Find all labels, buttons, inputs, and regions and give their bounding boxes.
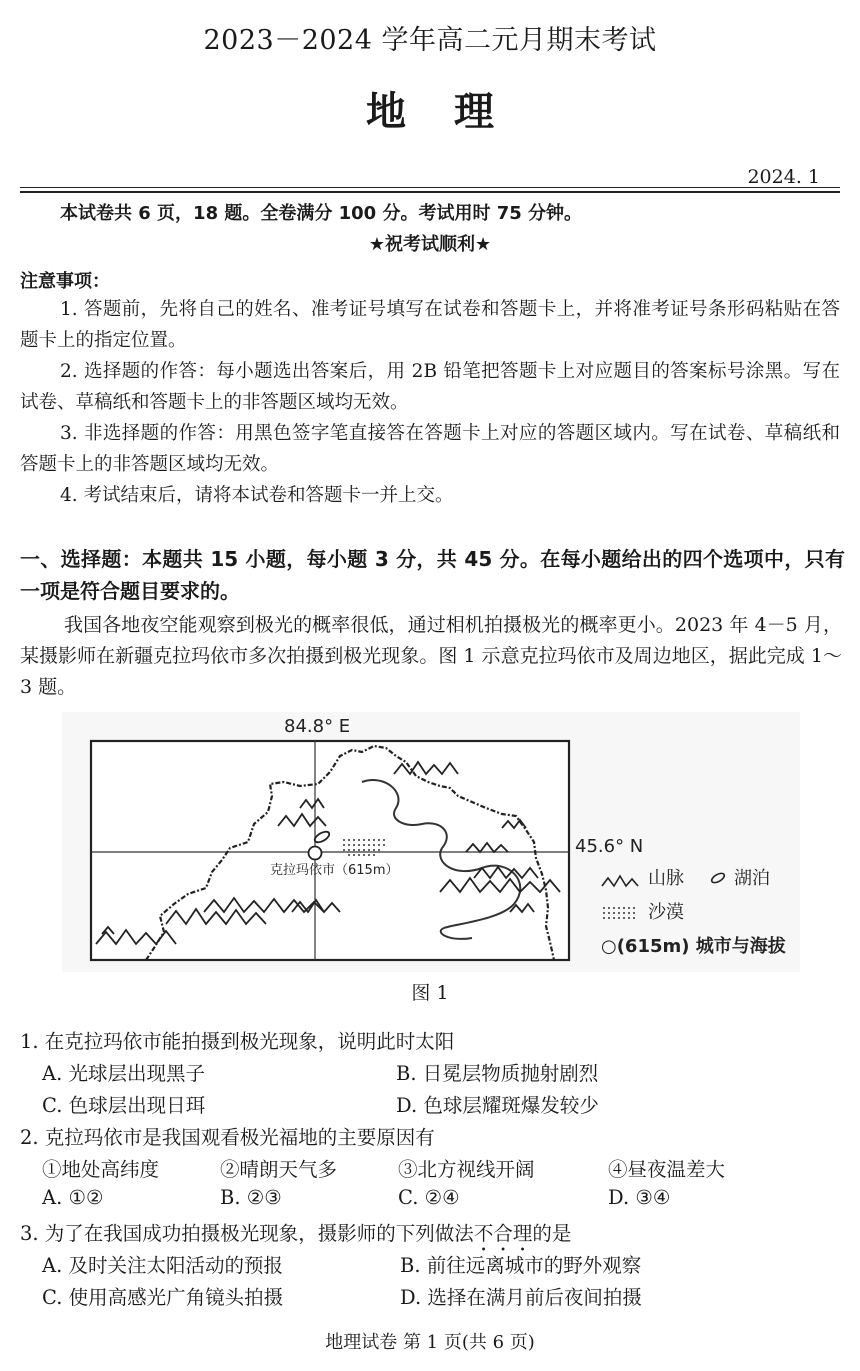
figure-caption: 图 1 (411, 982, 449, 1004)
question-2-item-4: ④昼夜温差大 (608, 1158, 726, 1181)
city-label: 克拉玛依市（615m） (270, 863, 399, 878)
question-1-option-a: A. 光球层出现黑子 (42, 1062, 205, 1085)
header-rule-thin (20, 187, 840, 188)
question-2-option-c: C. ②④ (398, 1186, 460, 1209)
map-frame (91, 741, 569, 960)
question-2-item-1: ①地处高纬度 (42, 1158, 160, 1181)
map-svg (62, 712, 800, 972)
map-figure (62, 712, 800, 972)
question-2-item-3: ③北方视线开阔 (398, 1158, 535, 1181)
notice-item-3: 3. 非选择题的作答：用黑色签字笔直接答在答题卡上对应的答题区域内。写在试卷、草稿纸和答题卡上的非答题区域均无效。 (20, 423, 840, 475)
question-1-option-d: D. 色球层耀斑爆发较少 (396, 1094, 599, 1117)
legend-mountain-label: 山脉 (648, 868, 684, 889)
question-2-option-d: D. ③④ (608, 1186, 671, 1209)
map-legend (601, 868, 786, 957)
question-1-option-b: B. 日冕层物质抛射剧烈 (396, 1062, 599, 1085)
exam-info: 本试卷共 6 页，18 题。全卷满分 100 分。考试用时 75 分钟。 (60, 203, 583, 224)
header-rule-thick (20, 191, 840, 193)
question-3-stem-start: 3. 为了在我国成功拍摄极光现象，摄影师的下列做法 (20, 1222, 474, 1245)
question-3-stem-end: 的是 (532, 1222, 572, 1245)
longitude-label: 84.8° E (284, 716, 351, 737)
notice-item-2: 2. 选择题的作答：每小题选出答案后，用 2B 铅笔把答题卡上对应题目的答案标号涂黑。写在试卷、草稿纸和答题卡上的非答题区域均无效。 (20, 361, 840, 413)
city-marker-icon (309, 847, 322, 860)
question-1-option-c: C. 色球层出现日珥 (42, 1094, 206, 1117)
legend-city-label: ○(615m) 城市与海拔 (601, 936, 786, 957)
latitude-label: 45.6° N (575, 836, 644, 857)
legend-lake-label: 湖泊 (734, 868, 770, 889)
question-2-item-2: ②晴朗天气多 (220, 1158, 338, 1181)
question-3-stem-emphasis: 不合理 (473, 1222, 533, 1245)
legend-lake-icon (710, 871, 726, 884)
legend-mountain-icon (602, 876, 638, 886)
question-2-option-b: B. ②③ (220, 1186, 282, 1209)
notice-title: 注意事项： (20, 271, 110, 292)
question-2-option-a: A. ①② (42, 1186, 104, 1209)
notice-item-4: 4. 考试结束后，请将本试卷和答题卡一并上交。 (60, 485, 454, 506)
subject-title: 地理 (366, 88, 542, 135)
exam-date: 2024. 1 (747, 166, 820, 188)
question-3-option-b: B. 前往远离城市的野外观察 (400, 1254, 642, 1277)
page-footer: 地理试卷 第 1 页(共 6 页) (325, 1332, 535, 1353)
question-3-option-c: C. 使用高感光广角镜头拍摄 (42, 1286, 284, 1309)
good-luck-banner: ★祝考试顺利★ (368, 234, 492, 255)
question-1-stem: 1. 在克拉玛依市能拍摄到极光现象，说明此时太阳 (20, 1030, 455, 1053)
legend-desert-icon (603, 907, 635, 919)
legend-desert-label: 沙漠 (648, 902, 684, 923)
notice-item-1: 1. 答题前，先将自己的姓名、准考证号填写在试卷和答题卡上，并将准考证号条形码粘贴在答题卡上的指定位置。 (20, 299, 840, 351)
question-2-stem: 2. 克拉玛依市是我国观看极光福地的主要原因有 (20, 1126, 435, 1149)
exam-title: 2023－2024 学年高二元月期末考试 (203, 25, 657, 56)
section-heading: 一、选择题：本题共 15 小题，每小题 3 分，共 45 分。在每小题给出的四个选项中，只有一项是符合题目要求的。 (20, 547, 845, 603)
question-3-option-a: A. 及时关注太阳活动的预报 (42, 1254, 283, 1277)
question-3-option-d: D. 选择在满月前后夜间拍摄 (400, 1286, 642, 1309)
question-intro: 我国各地夜空能观察到极光的概率很低，通过相机拍摄极光的概率更小。2023 年 4－5 月，某摄影师在新疆克拉玛依市多次拍摄到极光现象。图 1 示意克拉玛依市及周边地区，据此完成 1～3 题。 (20, 614, 842, 698)
